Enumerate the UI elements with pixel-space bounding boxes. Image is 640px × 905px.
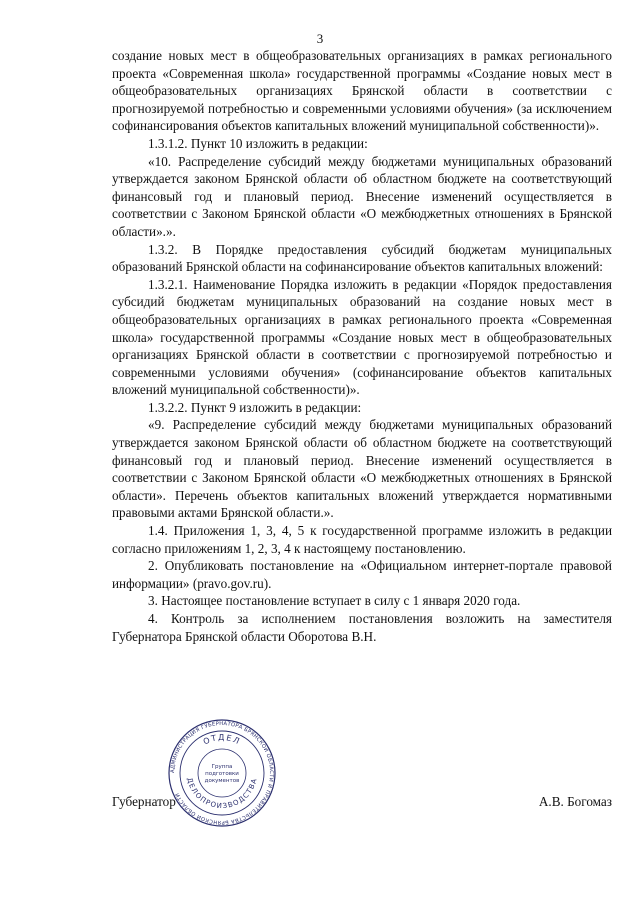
paragraph-4: 4. Контроль за исполнением постановления возложить на заместителя Губернатора Брянской области Оборотова В.Н. — [112, 611, 612, 644]
page-number: 3 — [316, 31, 324, 46]
paragraph-1-3-1-2: 1.3.1.2. Пункт 10 изложить в редакции: — [148, 135, 368, 151]
paragraph-2: 2. Опубликовать постановление на «Официальном интернет-портале правовой информации» (pravo.gov.ru). — [112, 558, 612, 591]
svg-text:ОТДЕЛ — [202, 733, 242, 746]
stamp-outer-ring-text: АДМИНИСТРАЦИЯ ГУБЕРНАТОРА БРЯНСКОЙ ОБЛАСТИ И ПРАВИТЕЛЬСТВА БРЯНСКОЙ ОБЛАСТИ — [169, 720, 275, 826]
paragraph-continuation: создание новых мест в общеобразовательных организациях в рамках регионального проекта «Современная школа» государственной программы «Создание новых мест в общеобразовательных организациях Брянской области в соответствии с прогнозируемой потребностью и современными условиями обучения» (за исключением софинансирования объектов капитальных вложений муниципальной собственности)». — [112, 48, 612, 134]
signature-block — [112, 793, 612, 817]
paragraph-1-4: 1.4. Приложения 1, 3, 4, 5 к государственной программе изложить в редакции согласно приложениям 1, 2, 3, 4 к настоящему постановлению. — [112, 523, 612, 556]
paragraph-1-3-2-2: 1.3.2.2. Пункт 9 изложить в редакции: — [148, 399, 362, 415]
stamp-inner-bottom-text: ДЕЛОПРОИЗВОДСТВА — [185, 776, 259, 811]
stamp-inner-top-text: ОТДЕЛ — [201, 732, 243, 747]
paragraph-item-10: «10. Распределение субсидий между бюджетами муниципальных образований утверждается законом Брянской области об областном бюджете на соответствующий финансовый год и плановый период. Внесение изменений осуществляется в соответствии с Законом Брянской области «О межбюджетных отношениях в Брянской области».». — [112, 153, 612, 239]
paragraph-3: 3. Настоящее постановление вступает в силу с 1 января 2020 года. — [148, 593, 521, 609]
paragraph-1-3-2: 1.3.2. В Порядке предоставления субсидий бюджетам муниципальных образований Брянской области на софинансирование объектов капитальных вложений: — [112, 241, 612, 275]
signatory-title: Губернатор — [112, 794, 176, 809]
stamp-center-line-1: Группа — [211, 764, 233, 770]
document-body — [112, 47, 612, 645]
stamp-center-line-3: документов — [204, 778, 240, 784]
paragraph-item-9: «9. Распределение субсидий между бюджетами муниципальных образований утверждается законом Брянской области об областном бюджете на соответствующий финансовый год и плановый период. Внесение изменений осуществляется в соответствии с Законом Брянской области «О межбюджетных отношениях в Брянской области». Перечень объектов капитальных вложений утверждается нормативными правовыми актами Брянской области.». — [112, 417, 612, 521]
paragraph-1-3-2-1: 1.3.2.1. Наименование Порядка изложить в редакции «Порядок предоставления субсидий бюджетам муниципальных образований на создание новых мест в общеобразовательных организациях в рамках регионального проекта «Современная школа» государственной программы «Создание новых мест в общеобразовательных организациях Брянской области в соответствии с прогнозируемой потребностью и современными условиями обучения» (софинансирование объектов капитальных вложений муниципальной собственности)». — [112, 276, 612, 398]
stamp-center-line-2: подготовки — [205, 771, 239, 777]
signatory-name: А.В. Богомаз — [538, 794, 612, 809]
